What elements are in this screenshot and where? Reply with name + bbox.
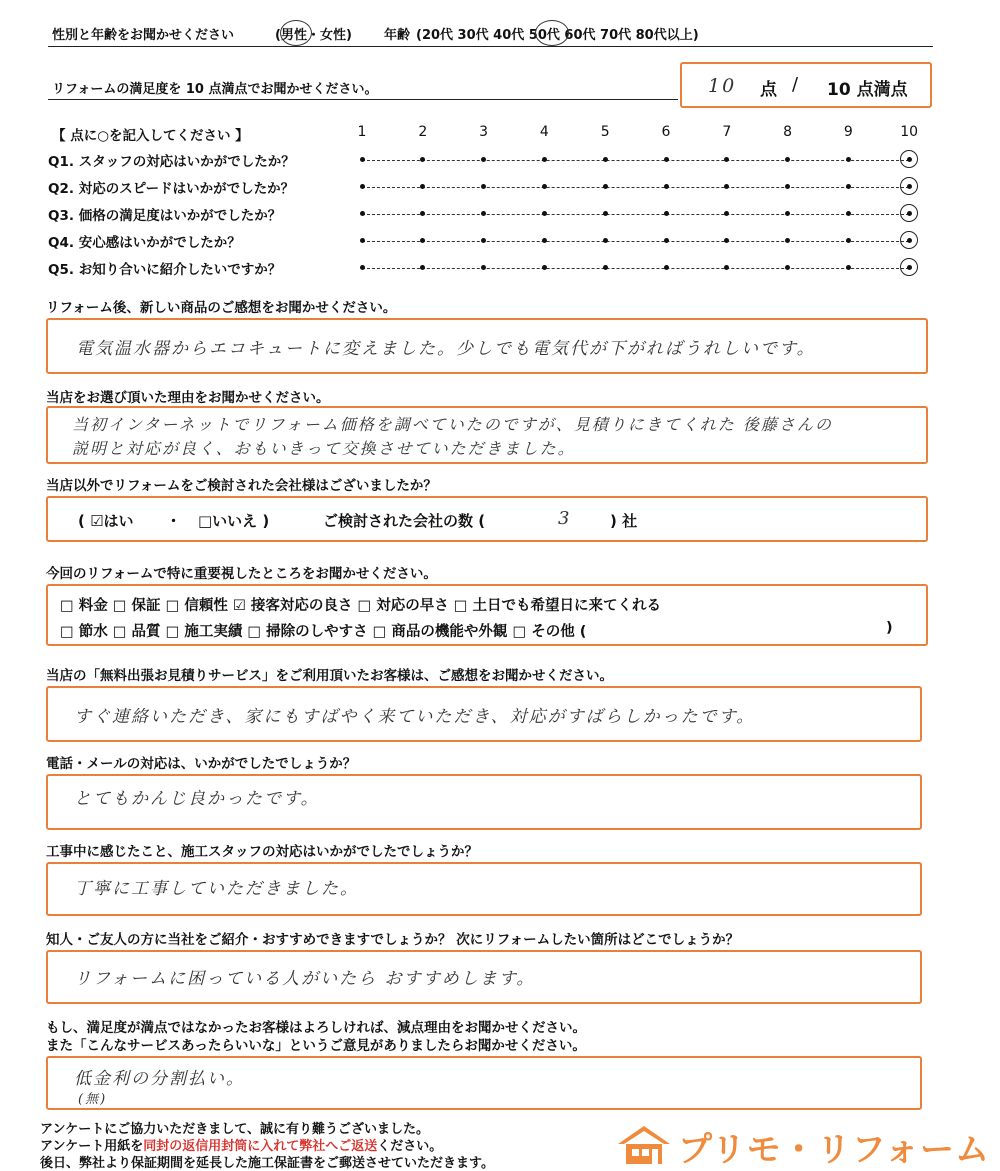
rating-point[interactable] <box>785 184 790 189</box>
impression-answer-box <box>46 318 928 374</box>
reason-answer-box <box>46 406 928 464</box>
rating-question-label: Q4. 安心感はいかがでしたか？ <box>48 235 241 251</box>
rating-point[interactable] <box>785 238 790 243</box>
satisfaction-unit: 点 <box>760 80 777 100</box>
rating-point[interactable] <box>420 265 425 270</box>
priority-row2-end: ) <box>886 620 893 636</box>
scale-number: 5 <box>600 124 610 140</box>
rating-point[interactable] <box>542 184 547 189</box>
other-company-count: 3 <box>558 508 572 529</box>
rating-point[interactable] <box>785 265 790 270</box>
rating-point[interactable] <box>542 265 547 270</box>
estimate-question: 当店の「無料出張お見積りサービス」をご利用頂いたお客様は、ご感想をお聞かせください。 <box>46 668 613 684</box>
scale-number: 3 <box>479 124 489 140</box>
recommend-answer-box <box>46 950 922 1004</box>
recommend-answer: リフォームに困っている人がいたら おすすめします。 <box>74 969 536 989</box>
scale-number: 10 <box>900 124 919 140</box>
improve-question-line1: もし、満足度が満点ではなかったお客様はよろしければ、減点理由をお聞かせください。 <box>46 1020 586 1036</box>
scale-number: 6 <box>661 124 671 140</box>
construction-answer: 丁寧に工事していただきました。 <box>74 879 359 899</box>
priority-question: 今回のリフォームで特に重要視したところをお聞かせください。 <box>46 566 437 582</box>
satisfaction-underline <box>48 99 678 100</box>
rating-selected-circle <box>900 150 918 168</box>
footer-return-prefix: アンケート用紙を <box>40 1139 144 1154</box>
rating-line <box>362 160 909 161</box>
priority-box <box>46 584 928 646</box>
footer-thanks: アンケートにご協力いただきまして、誠に有り難うございました。 <box>40 1122 429 1137</box>
satisfaction-max: 10 点満点 <box>827 80 908 100</box>
footer-warranty: 後日、弊社より保証期間を延長した施工保証書をご郵送させていただきます。 <box>40 1156 494 1171</box>
rating-point[interactable] <box>360 211 365 216</box>
rating-point[interactable] <box>420 184 425 189</box>
age-40-circle-mark <box>535 20 569 46</box>
rating-point[interactable] <box>481 211 486 216</box>
rating-point[interactable] <box>603 157 608 162</box>
rating-point[interactable] <box>785 211 790 216</box>
rating-point[interactable] <box>664 265 669 270</box>
rating-point[interactable] <box>846 211 851 216</box>
rating-point[interactable] <box>846 184 851 189</box>
other-company-yes: ( ☑はい <box>78 512 134 530</box>
rating-point[interactable] <box>846 238 851 243</box>
rating-point[interactable] <box>420 238 425 243</box>
rating-point[interactable] <box>603 184 608 189</box>
rating-point[interactable] <box>724 184 729 189</box>
rating-point[interactable] <box>603 211 608 216</box>
rating-point[interactable] <box>420 157 425 162</box>
impression-question: リフォーム後、新しい商品のご感想をお聞かせください。 <box>46 300 397 316</box>
other-company-question: 当店以外でリフォームをご検討された会社様はございましたか？ <box>46 478 437 494</box>
company-logo-text: プリモ・リフォーム <box>678 1130 990 1170</box>
header-underline <box>48 46 933 47</box>
satisfaction-score-box <box>680 62 932 108</box>
rating-point[interactable] <box>724 211 729 216</box>
rating-point[interactable] <box>664 157 669 162</box>
rating-line <box>362 187 909 188</box>
rating-line <box>362 214 909 215</box>
estimate-answer-box <box>46 686 922 742</box>
rating-selected-circle <box>900 258 918 276</box>
priority-row1: □ 料金 □ 保証 □ 信頼性 ☑ 接客対応の良さ □ 対応の早さ □ 土日でも希望日に来てくれる <box>60 598 662 614</box>
rating-instruction: 【 点に○を記入してください 】 <box>52 128 249 144</box>
rating-selected-circle <box>900 177 918 195</box>
scale-number: 4 <box>539 124 549 140</box>
impression-answer: 電気温水器からエコキュートに変えました。少しでも電気代が下がればうれしいです。 <box>76 339 816 359</box>
improve-answer: 低金利の分割払い。 <box>74 1069 245 1089</box>
rating-question-label: Q3. 価格の満足度はいかがでしたか？ <box>48 208 282 224</box>
age-options: (20代 30代 40代 50代 60代 70代 80代以上) <box>416 28 699 43</box>
estimate-answer: すぐ連絡いただき、家にもすばやく来ていただき、対応がすばらしかったです。 <box>74 707 756 727</box>
scale-number: 1 <box>357 124 367 140</box>
rating-point[interactable] <box>360 184 365 189</box>
scale-number: 7 <box>722 124 732 140</box>
scale-number: 2 <box>418 124 428 140</box>
footer-return-suffix: ください。 <box>377 1139 443 1154</box>
rating-point[interactable] <box>360 157 365 162</box>
male-circle-mark <box>280 20 312 46</box>
rating-point[interactable] <box>542 157 547 162</box>
rating-selected-circle <box>900 231 918 249</box>
rating-point[interactable] <box>846 265 851 270</box>
rating-point[interactable] <box>724 157 729 162</box>
other-company-suffix: ) 社 <box>610 512 638 530</box>
contact-answer: とてもかんじ良かったです。 <box>74 789 320 809</box>
footer-return-highlight: 同封の返信用封筒に入れて弊社へご返送 <box>143 1139 378 1154</box>
recommend-question: 知人・ご友人の方に当社をご紹介・おすすめできますでしょうか？ 次にリフォームしたい箇所はどこでしょうか？ <box>46 932 740 948</box>
improve-answer-box <box>46 1056 922 1110</box>
rating-point[interactable] <box>481 238 486 243</box>
rating-point[interactable] <box>420 211 425 216</box>
gender-age-question: 性別と年齢をお聞かせください <box>52 28 235 43</box>
rating-point[interactable] <box>481 265 486 270</box>
improve-question-line2: また「こんなサービスあったらいいな」というご意見がありましたらお聞かせください。 <box>46 1038 586 1054</box>
rating-question-label: Q2. 対応のスピードはいかがでしたか？ <box>48 181 295 197</box>
improve-answer-note: (無) <box>78 1092 108 1107</box>
rating-point[interactable] <box>664 211 669 216</box>
rating-point[interactable] <box>846 157 851 162</box>
construction-answer-box <box>46 862 922 916</box>
construction-question: 工事中に感じたこと、施工スタッフの対応はいかがでしたでしょうか？ <box>46 844 478 860</box>
age-label: 年齢 <box>384 28 411 43</box>
rating-line <box>362 268 909 269</box>
reason-answer-line2: 説明と対応が良く、おもいきって交換させていただきました。 <box>72 439 576 458</box>
rating-point[interactable] <box>542 238 547 243</box>
other-company-separator: ・ <box>166 512 182 530</box>
rating-line <box>362 241 909 242</box>
satisfaction-answer: 10 <box>708 75 737 97</box>
other-company-no: □いいえ ) <box>198 512 270 530</box>
scale-number: 8 <box>783 124 793 140</box>
other-company-count-label: ご検討された会社の数 ( <box>323 512 486 530</box>
rating-point[interactable] <box>785 157 790 162</box>
satisfaction-slash: / <box>792 74 799 95</box>
contact-question: 電話・メールの対応は、いかがでしたでしょうか？ <box>46 756 357 772</box>
rating-point[interactable] <box>603 265 608 270</box>
scale-number: 9 <box>843 124 853 140</box>
rating-point[interactable] <box>664 238 669 243</box>
gender-options: (男性・女性) <box>275 28 352 43</box>
rating-question-label: Q5. お知り合いに紹介したいですか？ <box>48 262 282 278</box>
rating-selected-circle <box>900 204 918 222</box>
rating-point[interactable] <box>481 184 486 189</box>
rating-point[interactable] <box>724 265 729 270</box>
reason-question: 当店をお選び頂いた理由をお聞かせください。 <box>46 390 330 406</box>
priority-row2: □ 節水 □ 品質 □ 施工実績 □ 掃除のしやすさ □ 商品の機能や外観 □ その他 ( <box>60 624 587 640</box>
other-company-box <box>46 496 928 542</box>
house-logo-icon <box>614 1122 674 1166</box>
rating-point[interactable] <box>664 184 669 189</box>
rating-point[interactable] <box>724 238 729 243</box>
rating-point[interactable] <box>481 157 486 162</box>
rating-question-label: Q1. スタッフの対応はいかがでしたか？ <box>48 154 295 170</box>
satisfaction-question: リフォームの満足度を 10 点満点でお聞かせください。 <box>52 82 378 97</box>
contact-answer-box <box>46 774 922 830</box>
rating-point[interactable] <box>360 265 365 270</box>
reason-answer-line1: 当初インターネットでリフォーム価格を調べていたのですが、見積りにきてくれた 後藤さんの <box>72 415 833 434</box>
rating-point[interactable] <box>542 211 547 216</box>
rating-point[interactable] <box>603 238 608 243</box>
rating-point[interactable] <box>360 238 365 243</box>
